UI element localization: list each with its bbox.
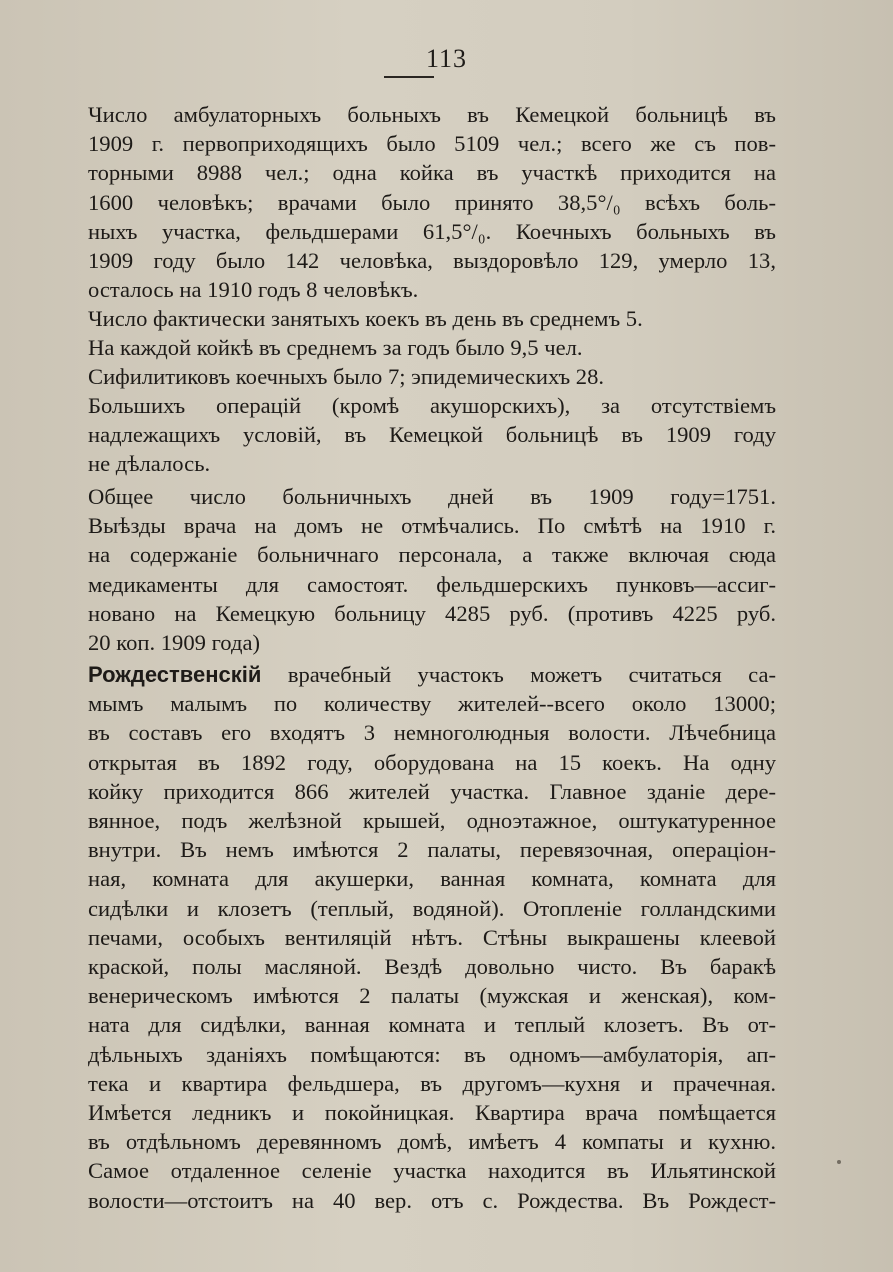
text-line: Число фактически занятыхъ коекъ въ день въ среднемъ 5.	[88, 306, 643, 331]
text-line: сидѣлки и клозетъ (теплый, водяной). Отопленіе голландскими	[88, 895, 776, 921]
text-line: не дѣлалось.	[88, 451, 211, 477]
paragraph-7	[88, 660, 776, 1215]
paragraph-1	[88, 100, 776, 304]
paragraph-5	[88, 391, 776, 479]
text-line: въ составъ его входятъ 3 немноголюдныя волости. Лѣчебница	[88, 720, 776, 746]
text-line: ныхъ участка, фельдшерами 61,5°/₀. Коечныхъ больныхъ въ	[88, 218, 776, 244]
text-line: На каждой койкѣ въ среднемъ за годъ было 9,5 чел.	[88, 335, 583, 360]
text-run: врачебный участокъ можетъ считаться са-	[261, 662, 776, 687]
text-line: Сифилитиковъ коечныхъ было 7; эпидемическихъ 28.	[88, 364, 605, 389]
text-line: 1909 г. первоприходящихъ было 5109 чел.; всего же съ пов-	[88, 131, 776, 157]
text-line: открытая въ 1892 году, оборудована на 15 коекъ. На одну	[88, 749, 776, 775]
text-line: медикаменты для самостоят. фельдшерскихъ пунковъ—ассиг-	[88, 571, 776, 597]
paragraph-6	[88, 482, 776, 657]
text-line: тека и квартира фельдшера, въ другомъ—кухня и прачечная.	[88, 1070, 776, 1096]
text-line: венерическомъ имѣются 2 палаты (мужская и женская), ком-	[88, 983, 776, 1009]
text-line: осталось на 1910 годъ 8 человѣкъ.	[88, 277, 419, 303]
text-line: койку приходится 866 жителей участка. Главное зданіе дере-	[88, 778, 776, 804]
text-line: ната для сидѣлки, ванная комната и теплый клозетъ. Въ от-	[88, 1012, 776, 1038]
text-line: въ отдѣльномъ деревянномъ домѣ, имѣетъ 4 компаты и кухню.	[88, 1129, 776, 1155]
text-line: Общее число больничныхъ дней въ 1909 году=1751.	[88, 484, 776, 509]
text-line: 1600 человѣкъ; врачами было принято 38,5°/₀ всѣхъ боль-	[88, 189, 776, 215]
text-line: Самое отдаленное селеніе участка находится въ Ильятинской	[88, 1158, 776, 1184]
text-line: мымъ малымъ по количеству жителей--всего около 13000;	[88, 691, 776, 717]
paragraph-4	[88, 362, 776, 391]
section-heading: Рождественскій	[88, 662, 262, 687]
text-line: дѣльныхъ зданіяхъ помѣщаются: въ одномъ—амбулаторія, ап-	[88, 1041, 776, 1067]
text-line: на содержаніе больничнаго персонала, а также включая сюда	[88, 542, 776, 568]
paragraph-3	[88, 333, 776, 362]
text-line: Число амбулаторныхъ больныхъ въ Кемецкой больницѣ въ	[88, 102, 776, 127]
page-number-rule	[384, 76, 434, 78]
text-line: печами, особыхъ вентиляцій нѣтъ. Стѣны выкрашены клеевой	[88, 924, 776, 950]
text-line: волости—отстоитъ на 40 вер. отъ с. Рождества. Въ Рождест-	[88, 1187, 776, 1213]
text-line: Большихъ операцій (кромѣ акушорскихъ), за отсутствіемъ	[88, 393, 776, 418]
text-line: Выѣзды врача на домъ не отмѣчались. По смѣтѣ на 1910 г.	[88, 513, 776, 539]
text-line	[88, 660, 776, 689]
paper-speck	[837, 1160, 841, 1164]
text-line: Имѣется ледникъ и покойницкая. Квартира врача помѣщается	[88, 1100, 776, 1126]
text-line: краской, полы масляной. Вездѣ довольно чисто. Въ баракѣ	[88, 954, 776, 980]
text-line: 1909 году было 142 человѣка, выздоровѣло 129, умерло 13,	[88, 248, 776, 274]
page-number: 113	[425, 44, 468, 73]
text-line: внутри. Въ немъ имѣются 2 палаты, перевязочная, операціон-	[88, 837, 776, 863]
text-line: новано на Кемецкую больницу 4285 руб. (противъ 4225 руб.	[88, 600, 776, 626]
paragraph-2	[88, 304, 776, 333]
text-line: торными 8988 чел.; одна койка въ участкѣ приходится на	[88, 160, 776, 186]
text-line: надлежащихъ условій, въ Кемецкой больницѣ въ 1909 году	[88, 422, 776, 448]
text-line: вянное, подъ желѣзной крышей, одноэтажное, оштукатуренное	[88, 808, 776, 834]
text-line: ная, комната для акушерки, ванная комната, комната для	[88, 866, 776, 892]
text-line: 20 коп. 1909 года)	[88, 630, 260, 656]
